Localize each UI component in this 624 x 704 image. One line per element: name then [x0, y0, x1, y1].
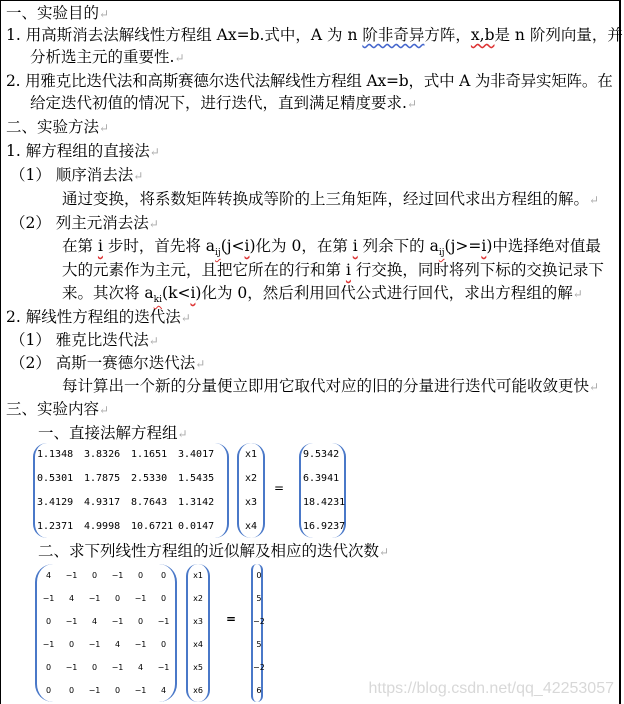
matrix-cell: −2: [253, 617, 265, 626]
matrix-cell: 18.4231: [303, 496, 346, 508]
matrix-cell: −1: [111, 571, 124, 580]
matrix-cell: −1: [157, 617, 170, 626]
matrix-cell: 0: [114, 686, 121, 695]
matrix-cell: 0: [137, 571, 144, 580]
matrix-cell: 6.3941: [303, 473, 340, 485]
method-gauss-seidel: （2） 高斯一赛德尔迭代法↵: [10, 354, 206, 372]
method-sequential-text: 通过变换，将系数矩阵转换成等阶的上三角矩阵，经过回代求出方程组的解。↵: [62, 190, 600, 208]
matrix-cell: −1: [88, 594, 101, 603]
matrix-cell: 5: [256, 594, 262, 603]
content-direct: 一、直接法解方程组↵: [38, 424, 188, 442]
matrix-cell: x1: [244, 449, 258, 461]
matrix-cell: −1: [42, 640, 55, 649]
matrix-cell: x6: [193, 686, 203, 695]
matrix-cell: 0: [160, 640, 167, 649]
matrix-cell: x3: [244, 496, 258, 508]
matrix-cell: 0: [160, 594, 167, 603]
matrix-cell: 0: [114, 594, 121, 603]
matrix-cell: −1: [134, 640, 147, 649]
matrix1-equals: =: [274, 481, 285, 495]
matrix-cell: 1.5435: [178, 473, 215, 485]
matrix-cell: x2: [193, 594, 203, 603]
matrix-cell: −1: [111, 663, 124, 672]
matrix-cell: −2: [253, 663, 265, 672]
matrix-cell: 16.9237: [303, 520, 346, 532]
matrix-cell: 3.4017: [178, 449, 215, 461]
matrix-cell: 0: [91, 663, 98, 672]
matrix2-unknowns: [186, 564, 210, 702]
matrix-cell: 0: [91, 571, 98, 580]
matrix-cell: 1.1348: [37, 449, 74, 461]
matrix-cell: 4.9998: [84, 520, 121, 532]
matrix-cell: x5: [193, 663, 203, 672]
matrix-cell: −1: [157, 663, 170, 672]
matrix-cell: −1: [42, 594, 55, 603]
matrix-cell: 9.5342: [303, 449, 340, 461]
purpose-item-2: 2. 用雅克比迭代法和高斯赛德尔迭代法解线性方程组 Ax=b，式中 A 为非奇异实矩阵。在: [6, 72, 613, 90]
matrix-cell: 1.2371: [37, 520, 74, 532]
matrix-cell: −1: [88, 686, 101, 695]
matrix-cell: 0: [45, 663, 52, 672]
matrix1-unknowns: [237, 443, 265, 538]
matrix-cell: x1: [193, 571, 203, 580]
matrix-cell: 2.5330: [131, 473, 168, 485]
purpose-item-1: 1. 用高斯消去法解线性方程组 Ax=b.式中，A 为 n 阶非奇异方阵，x,b是 n 阶列向量，并: [6, 26, 623, 44]
matrix-cell: 0: [68, 640, 75, 649]
matrix1-rhs: [299, 443, 346, 538]
matrix-cell: 10.6721: [131, 520, 174, 532]
matrix-cell: 0: [137, 617, 144, 626]
method-jacobi: （1） 雅克比迭代法↵: [10, 331, 159, 349]
purpose-item-2-cont: 给定迭代初值的情况下，进行迭代，直到满足精度要求.↵: [30, 94, 417, 112]
matrix2-rhs: [251, 564, 263, 702]
matrix-cell: 3.4129: [37, 496, 74, 508]
matrix-cell: −1: [134, 686, 147, 695]
matrix-cell: 8.7643: [131, 496, 168, 508]
matrix-cell: −1: [111, 617, 124, 626]
matrix1-coefficients: [33, 443, 229, 538]
matrix-cell: x4: [244, 520, 258, 532]
matrix-cell: 0.5301: [37, 473, 74, 485]
matrix-cell: 1.1651: [131, 449, 168, 461]
matrix-cell: −1: [65, 663, 78, 672]
method-pivot-text-2: 大的元素作为主元，且把它所在的行和第 i 行交换，同时将列下标的交换记录下: [62, 261, 604, 279]
watermark: https://blog.csdn.net/qq_42253057: [368, 680, 614, 697]
matrix-cell: 5: [256, 640, 262, 649]
matrix-cell: 0: [45, 617, 52, 626]
matrix-cell: 0: [68, 686, 75, 695]
method-pivot: （2） 列主元消去法↵: [10, 214, 159, 232]
matrix-cell: x4: [193, 640, 203, 649]
method-sequential: （1） 顺序消去法↵: [10, 166, 144, 184]
matrix-cell: 1.7875: [84, 473, 121, 485]
matrix-cell: 1.3142: [178, 496, 215, 508]
heading-method: 二、实验方法↵: [6, 118, 110, 136]
matrix-cell: 4: [45, 571, 52, 580]
matrix-cell: 4: [137, 663, 144, 672]
method-pivot-text-1: 在第 i 步时，首先将 $a_{ij}(j<i)$化为 0，在第 i 列余下的 $a_{ij}(j>=i)$中选择绝对值最: [62, 237, 601, 259]
matrix-cell: 4: [68, 594, 75, 603]
matrix-cell: x2: [244, 473, 258, 485]
method-direct: 1. 解方程组的直接法↵: [6, 142, 160, 160]
matrix-cell: 4.9317: [84, 496, 121, 508]
matrix-cell: −1: [65, 617, 78, 626]
matrix-cell: 0: [256, 571, 262, 580]
content-iterative: 二、求下列线性方程组的近似解及相应的迭代次数↵: [38, 542, 390, 560]
matrix-cell: 4: [91, 617, 98, 626]
matrix-cell: 4: [160, 686, 167, 695]
matrix-cell: 6: [256, 686, 262, 695]
matrix-cell: 4: [114, 640, 121, 649]
matrix-cell: 3.8326: [84, 449, 121, 461]
matrix-cell: 0: [160, 571, 167, 580]
matrix-cell: −1: [88, 640, 101, 649]
method-gauss-seidel-text: 每计算出一个新的分量便立即用它取代对应的旧的分量进行迭代可能收敛更快↵: [62, 377, 600, 395]
matrix-cell: −1: [65, 571, 78, 580]
heading-purpose: 一、实验目的↵: [6, 4, 110, 22]
matrix-cell: 0.0147: [178, 520, 215, 532]
matrix2-equals: =: [226, 612, 237, 626]
heading-content: 三、实验内容↵: [6, 400, 110, 418]
method-pivot-text-3: 来。其次将 $a_{ki}(k<i)$化为 0，然后利用回代公式进行回代，求出方程组的解↵: [62, 284, 583, 306]
method-iterative: 2. 解线性方程组的迭代法↵: [6, 308, 191, 326]
matrix-cell: −1: [134, 594, 147, 603]
matrix-cell: x3: [193, 617, 203, 626]
purpose-item-1-cont: 分析选主元的重要性.↵: [30, 48, 185, 66]
matrix2-coefficients: [35, 564, 177, 702]
matrix-cell: 0: [45, 686, 52, 695]
